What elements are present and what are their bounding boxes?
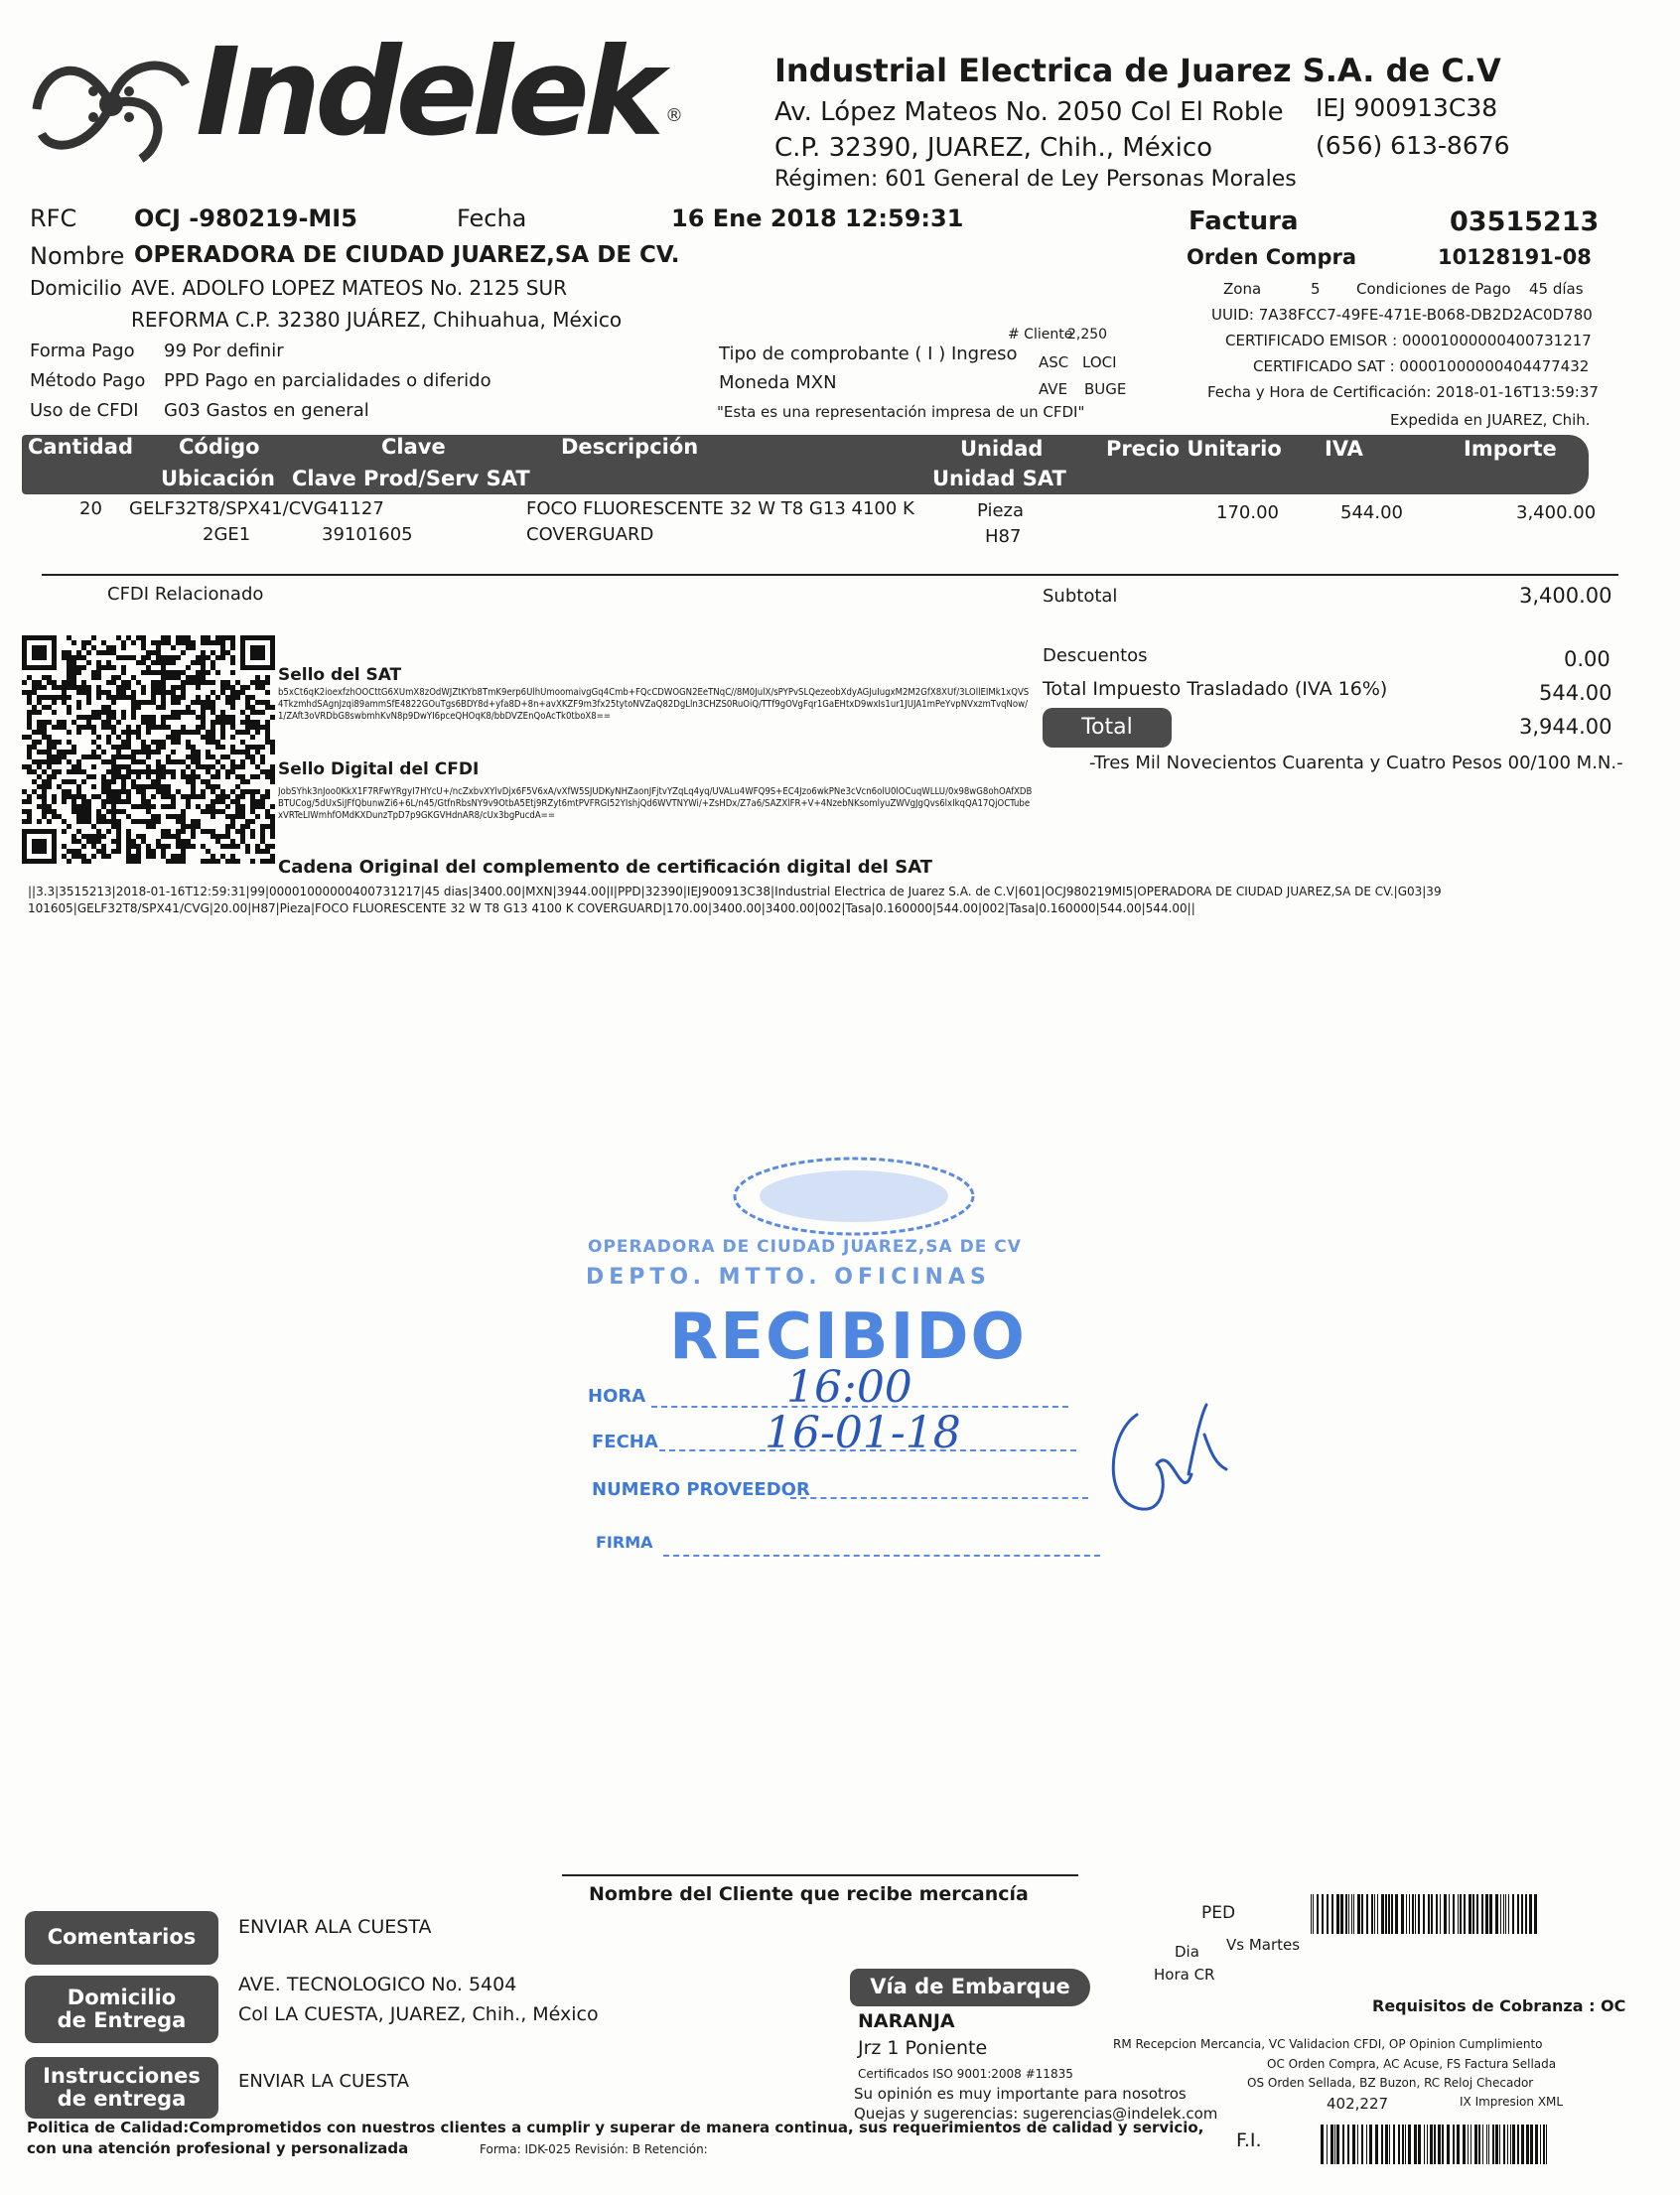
comentarios-value: ENVIAR ALA CUESTA [238, 1916, 432, 1938]
politica-calidad-1: Politica de Calidad:Comprometidos con nuestros clientes a cumplir y superar de manera continua, sus requerimientos de calidad y servicio, [27, 2119, 1204, 2136]
zona-label: Zona [1223, 280, 1262, 298]
leyenda-2: OC Orden Compra, AC Acuse, FS Factura Sellada [1267, 2057, 1557, 2071]
rfc-value: OCJ -980219-MI5 [134, 205, 357, 232]
instrucciones-label [25, 2057, 218, 2119]
stamp-numero-label: NUMERO PROVEEDOR [592, 1479, 810, 1500]
representacion-impresa: "Esta es una representación impresa de un CFDI" [717, 403, 1085, 421]
signature-icon [1097, 1395, 1256, 1524]
requisitos-cobranza: Requisitos de Cobranza : OC [1372, 1996, 1626, 2015]
ave-label: AVE [1039, 380, 1068, 398]
total-label [1043, 708, 1172, 748]
company-regimen: Régimen: 601 General de Ley Personas Morales [774, 167, 1297, 192]
total-label-text: Total [1081, 714, 1133, 740]
asc-value: LOCI [1082, 353, 1117, 371]
row-iva: 544.00 [1340, 502, 1403, 523]
col-clave-prod: Clave Prod/Serv SAT [292, 467, 530, 490]
subtotal-value: 3,400.00 [1519, 584, 1612, 608]
comentarios-label [25, 1911, 218, 1965]
cadena-label: Cadena Original del complemento de certificación digital del SAT [278, 857, 933, 878]
opinion-text: Su opinión es muy importante para nosotros [854, 2085, 1187, 2103]
certificado-sat: CERTIFICADO SAT : 00001000000404477432 [1253, 357, 1590, 375]
condiciones-value: 45 días [1529, 280, 1584, 298]
row-ubicacion: 2GE1 [203, 524, 251, 545]
row-importe: 3,400.00 [1516, 502, 1597, 523]
domicilio-entrega-2: Col LA CUESTA, JUAREZ, Chih., México [238, 2003, 599, 2025]
col-clave: Clave [381, 435, 446, 459]
folio-numero: 402,227 [1327, 2095, 1389, 2113]
nombre-cliente-label: Nombre del Cliente que recibe mercancía [589, 1883, 1029, 1905]
row-descripcion-1: FOCO FLUORESCENTE 32 W T8 G13 4100 K [526, 498, 914, 519]
cliente-value: 2,250 [1067, 327, 1108, 343]
forma-pago-label: Forma Pago [30, 341, 135, 361]
col-codigo: Código [179, 435, 260, 459]
comentarios-label-text: Comentarios [47, 1925, 197, 1950]
orden-compra-value: 10128191-08 [1438, 245, 1592, 269]
uso-cfdi-label: Uso de CFDI [30, 400, 139, 421]
company-address2: C.P. 32390, JUAREZ, Chih., México [774, 133, 1213, 163]
impuesto-label: Total Impuesto Trasladado (IVA 16%) [1043, 678, 1388, 700]
factura-value: 03515213 [1450, 206, 1600, 237]
nombre-value: OPERADORA DE CIUDAD JUAREZ,SA DE CV. [134, 242, 680, 268]
domicilio-entrega-label-1: Domicilio [67, 1985, 177, 2009]
fecha-value: 16 Ene 2018 12:59:31 [671, 205, 964, 232]
company-address1: Av. López Mateos No. 2050 Col El Roble [774, 97, 1284, 127]
orden-compra-label: Orden Compra [1187, 245, 1357, 269]
row-cantidad: 20 [79, 498, 102, 519]
row-precio: 170.00 [1216, 502, 1279, 523]
stamp-hora-value: 16:00 [786, 1362, 912, 1413]
dia-label: Dia [1175, 1943, 1199, 1961]
condiciones-label: Condiciones de Pago [1356, 280, 1511, 298]
col-unidad-sat: Unidad SAT [932, 467, 1066, 490]
descuentos-label: Descuentos [1043, 645, 1148, 666]
barcode-top-icon [1311, 1894, 1541, 1934]
domicilio-line2: REFORMA C.P. 32380 JUÁREZ, Chihuahua, México [131, 308, 623, 332]
impuesto-value: 544.00 [1539, 681, 1612, 705]
company-phone: (656) 613-8676 [1316, 131, 1510, 160]
uso-cfdi-value: G03 Gastos en general [164, 400, 369, 421]
via-embarque-value: NARANJA [858, 2010, 955, 2032]
items-table-header [22, 435, 1589, 494]
recibido-stamp [556, 1152, 1112, 1569]
stamp-seal-icon [725, 1152, 983, 1241]
domicilio-entrega-label-2: de Entrega [57, 2008, 187, 2032]
fecha-certificacion: Fecha y Hora de Certificación: 2018-01-16T13:59:37 [1207, 383, 1599, 401]
total-value: 3,944.00 [1519, 715, 1612, 739]
cadena-original: ||3.3|3515213|2018-01-16T12:59:31|99|00001000000400731217|45 dias|3400.00|MXN|3944.00|I|PPD|32390|IEJ900913C38|Industrial Electrica de Juarez S.A. de C.V|601|OCJ980219MI5|OPERADORA DE CIUDAD JUAREZ,SA DE CV.|G03|39101605|GELF32T8/SPX41/CVG|20.00|H87|Pieza|FOCO FLUORESCENTE 32 W T8 G13 4100 K COVERGUARD|170.00|3400.00|3400.00|002|Tasa|0.160000|544.00|002|Tasa|0.160000|544.00|544.00|| [28, 885, 1442, 915]
quejas-text: Quejas y sugerencias: sugerencias@indelek.com [854, 2105, 1218, 2123]
qr-code [22, 635, 275, 864]
dia-value: Vs Martes [1226, 1936, 1301, 1954]
row-descripcion-2: COVERGUARD [526, 524, 654, 545]
logo-wordmark: Indelek [196, 22, 659, 163]
descuentos-value: 0.00 [1564, 647, 1610, 671]
cfdi-relacionado: CFDI Relacionado [107, 584, 264, 605]
expedida-en: Expedida en JUAREZ, Chih. [1390, 411, 1591, 429]
certificado-emisor: CERTIFICADO EMISOR : 00001000000400731217 [1225, 332, 1592, 349]
logo-swirl-icon [22, 30, 201, 179]
col-precio-unitario: Precio Unitario [1106, 437, 1282, 461]
row-unidad: Pieza [977, 500, 1025, 521]
domicilio-label: Domicilio [30, 276, 122, 300]
fecha-label: Fecha [457, 205, 527, 232]
leyenda-3: OS Orden Sellada, BZ Buzon, RC Reloj Checador [1247, 2076, 1534, 2090]
stamp-firma-line [663, 1555, 1100, 1557]
row-clave-prod: 39101605 [322, 524, 413, 545]
col-cantidad: Cantidad [28, 435, 134, 459]
jrz-poniente: Jrz 1 Poniente [858, 2037, 988, 2059]
fi-label: F.I. [1236, 2129, 1262, 2151]
stamp-fecha-value: 16-01-18 [765, 1408, 961, 1458]
sello-cfdi-value: JobSYhk3nJoo0KkX1F7RFwYRgyI7HYcU+/ncZxbvXYlvDjx6F5V6xA/vXfW5SJUDKyNHZaonJFjtvYZqLq4yq/UVALu4WFQ9S+EC4Jzo6wkPNe3cVcn6olU0lOCuqWLLU/0x98wG8ohOAfXDBBTUCog/5dUxSiJFfQbunwZi6+6L/n45/GtfnRbsNY9v9OtbA5Etj9RZyt6mtPVFRGI52YIshjQd6WVTNYWi/+ZsHDx/Z7a6/SAZXlFR+V+4NzebNKsomlyuZWVgJgQvs6lxIkqQA17QjOCTubexVRTeLIWmhfOMdKXDunzTpD7p9GKGVHdnAR8/cUx3bgPucdA== [278, 786, 1033, 821]
via-embarque-label [850, 1969, 1090, 2006]
iso-certificado: Certificados ISO 9001:2008 #11835 [858, 2067, 1073, 2081]
company-name: Industrial Electrica de Juarez S.A. de C.V [774, 52, 1501, 89]
via-embarque-label-text: Vía de Embarque [870, 1975, 1070, 1999]
stamp-firma-label: FIRMA [596, 1533, 653, 1552]
table-row [22, 498, 1597, 556]
stamp-numero-line [790, 1497, 1088, 1499]
cliente-label: # Cliente [1008, 327, 1073, 343]
firma-cliente-line [562, 1874, 1078, 1876]
instrucciones-label-2: de entrega [57, 2087, 187, 2111]
stamp-line1: OPERADORA DE CIUDAD JUAREZ,SA DE CV [588, 1237, 1022, 1257]
table-divider [42, 574, 1618, 576]
col-importe: Importe [1464, 437, 1557, 461]
col-ubicacion: Ubicación [161, 467, 275, 490]
stamp-fecha-label: FECHA [592, 1432, 658, 1452]
domicilio-entrega-label [25, 1976, 218, 2043]
domicilio-line1: AVE. ADOLFO LOPEZ MATEOS No. 2125 SUR [131, 276, 568, 300]
stamp-recibido: RECIBIDO [669, 1301, 1027, 1374]
leyenda-1: RM Recepcion Mercancia, VC Validacion CFDI, OP Opinion Cumplimiento [1113, 2037, 1543, 2051]
col-descripcion: Descripción [561, 435, 699, 459]
hora-cr-label: Hora CR [1154, 1966, 1215, 1984]
col-iva: IVA [1325, 437, 1363, 461]
forma-revision: Forma: IDK-025 Revisión: B Retención: [480, 2142, 708, 2156]
politica-calidad-2: con una atención profesional y personalizada [27, 2139, 409, 2157]
registered-mark: ® [665, 105, 683, 126]
stamp-line2: DEPTO. MTTO. OFICINAS [586, 1265, 991, 1290]
metodo-pago-label: Método Pago [30, 370, 146, 391]
tipo-comprobante: Tipo de comprobante ( I ) Ingreso [719, 343, 1018, 364]
instrucciones-label-1: Instrucciones [43, 2063, 201, 2088]
impresion-xml: IX Impresion XML [1460, 2095, 1564, 2109]
instrucciones-value: ENVIAR LA CUESTA [238, 2071, 409, 2092]
domicilio-entrega-1: AVE. TECNOLOGICO No. 5404 [238, 1974, 517, 1995]
row-unidad-sat: H87 [985, 526, 1022, 547]
metodo-pago-value: PPD Pago en parcialidades o diferido [164, 370, 491, 391]
asc-label: ASC [1039, 353, 1069, 371]
total-en-letra: -Tres Mil Novecientos Cuarenta y Cuatro Pesos 00/100 M.N.- [1089, 753, 1623, 773]
barcode-bottom-icon [1321, 2125, 1551, 2164]
sello-sat-value: b5xCt6qK2ioexfzhOOCttG6XUmX8zOdWJZtKYb8TmK9erp6UlhUmoomaivgGq4Cmb+FQcCDWOGN2EeTNqC//8M0JulX/sPYPvSLQezeobXdyAGJuIugxM2M2GfX8XUf/3LOllEIMk1xQVS4TkzmhdSAgnJzqi89ammSfE4822GOuTgs6BDY8d+yfa8D+8n+avXKZF9m3fx25tytoNVZaQ82DgLln3CHZS0RuOiQ/TTf9gOVgFqr1GaEHtxD9wxIs1ur1JUJA1mPeYvpNVxzmTvqNow/1/ZAft3oVRDbG8swbmhKvN8p9DwYI6pceQHOqK8/bbDVZEnQoAcTk0tboX8== [278, 687, 1030, 722]
nombre-label: Nombre [30, 242, 125, 270]
rfc-label: RFC [30, 205, 77, 232]
uuid: UUID: 7A38FCC7-49FE-471E-B068-DB2D2AC0D780 [1211, 306, 1593, 324]
company-logo [22, 22, 697, 189]
row-codigo: GELF32T8/SPX41/CVG41127 [129, 498, 384, 519]
forma-pago-value: 99 Por definir [164, 341, 284, 361]
sello-sat-label: Sello del SAT [278, 665, 402, 685]
subtotal-label: Subtotal [1043, 586, 1118, 607]
stamp-hora-label: HORA [588, 1386, 646, 1407]
ped-label: PED [1201, 1903, 1236, 1923]
ave-value: BUGE [1084, 380, 1127, 398]
moneda: Moneda MXN [719, 372, 837, 393]
sello-cfdi-label: Sello Digital del CFDI [278, 759, 480, 779]
factura-label: Factura [1189, 206, 1299, 236]
company-rfc: IEJ 900913C38 [1316, 93, 1498, 122]
col-unidad: Unidad [960, 437, 1044, 461]
zona-value: 5 [1311, 280, 1321, 298]
